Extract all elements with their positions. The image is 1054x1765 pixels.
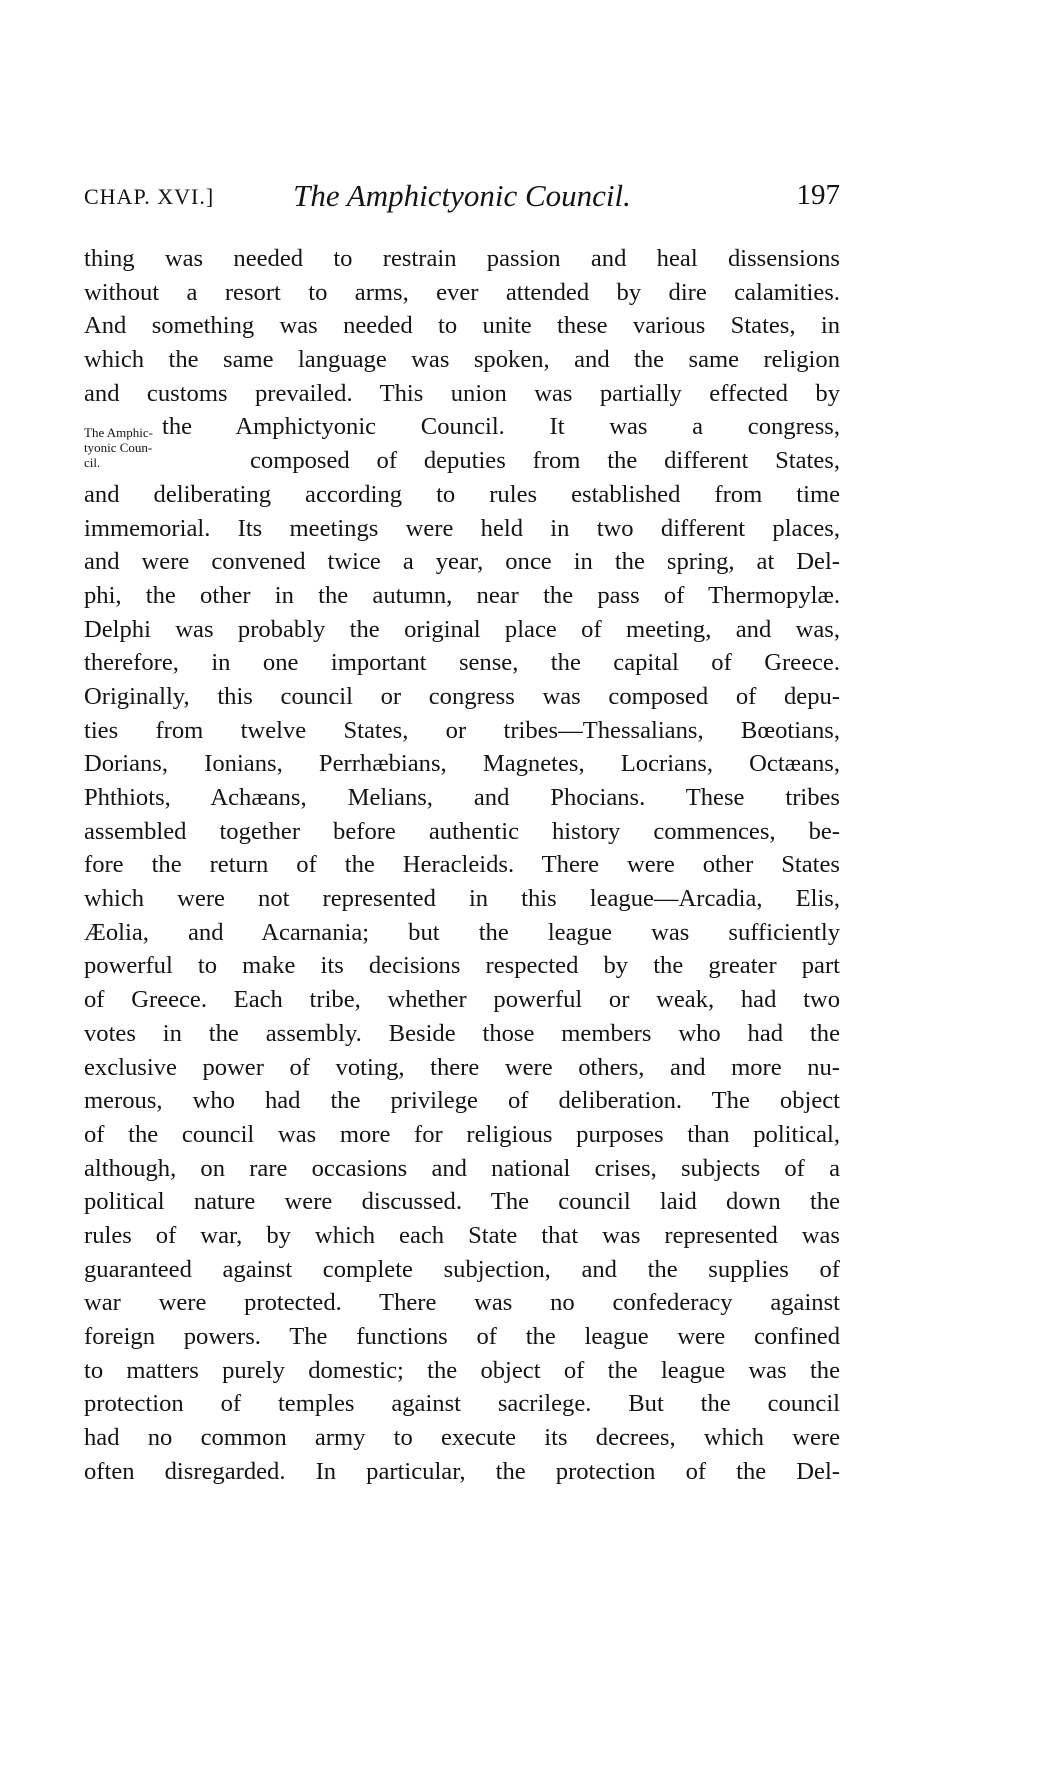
- text-line: which the same language was spoken, and the same religion: [84, 346, 840, 374]
- text-line: Delphi was probably the original place of meeting, and was,: [84, 615, 840, 643]
- text-line: to matters purely domestic; the object of the league was the: [84, 1356, 840, 1384]
- running-header: [84, 178, 840, 218]
- text-line: Originally, this council or congress was composed of depu-: [84, 682, 840, 710]
- text-line: immemorial. Its meetings were held in two different places,: [84, 514, 840, 542]
- text-line: Phthiots, Achæans, Melians, and Phocians. These tribes: [84, 784, 840, 811]
- text-line: protection of temples against sacrilege. But the council: [84, 1390, 840, 1418]
- text-line: and were convened twice a year, once in the spring, at Del-: [84, 548, 840, 576]
- margin-note-line: tyonic Coun-: [84, 440, 153, 455]
- text-line: foreign powers. The functions of the league were confined: [84, 1323, 840, 1350]
- text-line: assembled together before authentic history commences, be-: [84, 817, 840, 845]
- text-line: phi, the other in the autumn, near the pass of Thermopylæ.: [84, 581, 840, 609]
- text-line: without a resort to arms, ever attended by dire calamities.: [84, 278, 840, 306]
- text-line: fore the return of the Heracleids. There were other States: [84, 851, 840, 879]
- running-title: The Amphictyonic Council.: [293, 178, 631, 213]
- text-line: therefore, in one important sense, the capital of Greece.: [84, 649, 840, 677]
- margin-note-line: cil.: [84, 455, 101, 470]
- text-line: merous, who had the privilege of deliberation. The object: [84, 1087, 840, 1115]
- text-line: powerful to make its decisions respected by the greater part: [84, 952, 840, 980]
- text-line: and deliberating according to rules established from time: [84, 480, 840, 508]
- text-line: political nature were discussed. The council laid down the: [84, 1188, 840, 1216]
- text-line: guaranteed against complete subjection, and the supplies of: [84, 1255, 840, 1283]
- text-line: had no common army to execute its decrees, which were: [84, 1424, 840, 1452]
- text-line: rules of war, by which each State that was represented was: [84, 1221, 840, 1249]
- text-line: and customs prevailed. This union was partially effected by: [84, 379, 840, 407]
- text-line: composed of deputies from the different States,: [250, 447, 840, 475]
- text-line: of Greece. Each tribe, whether powerful or weak, had two: [84, 986, 840, 1014]
- page-number: 197: [796, 179, 840, 211]
- margin-note-line: The Amphic-: [84, 425, 153, 440]
- text-line: although, on rare occasions and national crises, subjects of a: [84, 1154, 840, 1182]
- text-line: exclusive power of voting, there were others, and more nu-: [84, 1053, 840, 1081]
- text-line: often disregarded. In particular, the protection of the Del-: [84, 1457, 840, 1485]
- text-line: votes in the assembly. Beside those members who had the: [84, 1019, 840, 1047]
- body-text: [84, 242, 840, 1488]
- chapter-label: CHAP. XVI.]: [84, 184, 215, 209]
- text-line: And something was needed to unite these various States, in: [84, 312, 840, 340]
- text-line: war were protected. There was no confederacy against: [84, 1289, 840, 1317]
- text-line: thing was needed to restrain passion and heal dissensions: [84, 245, 840, 272]
- text-line: which were not represented in this league—Arcadia, Elis,: [84, 885, 840, 913]
- text-line: of the council was more for religious purposes than political,: [84, 1120, 840, 1148]
- text-line: Dorians, Ionians, Perrhæbians, Magnetes, Locrians, Octæans,: [84, 750, 840, 778]
- text-line: the Amphictyonic Council. It was a congress,: [162, 413, 840, 441]
- text-line: ties from twelve States, or tribes—Thessalians, Bœotians,: [84, 716, 840, 744]
- text-line: Æolia, and Acarnania; but the league was sufficiently: [84, 918, 840, 946]
